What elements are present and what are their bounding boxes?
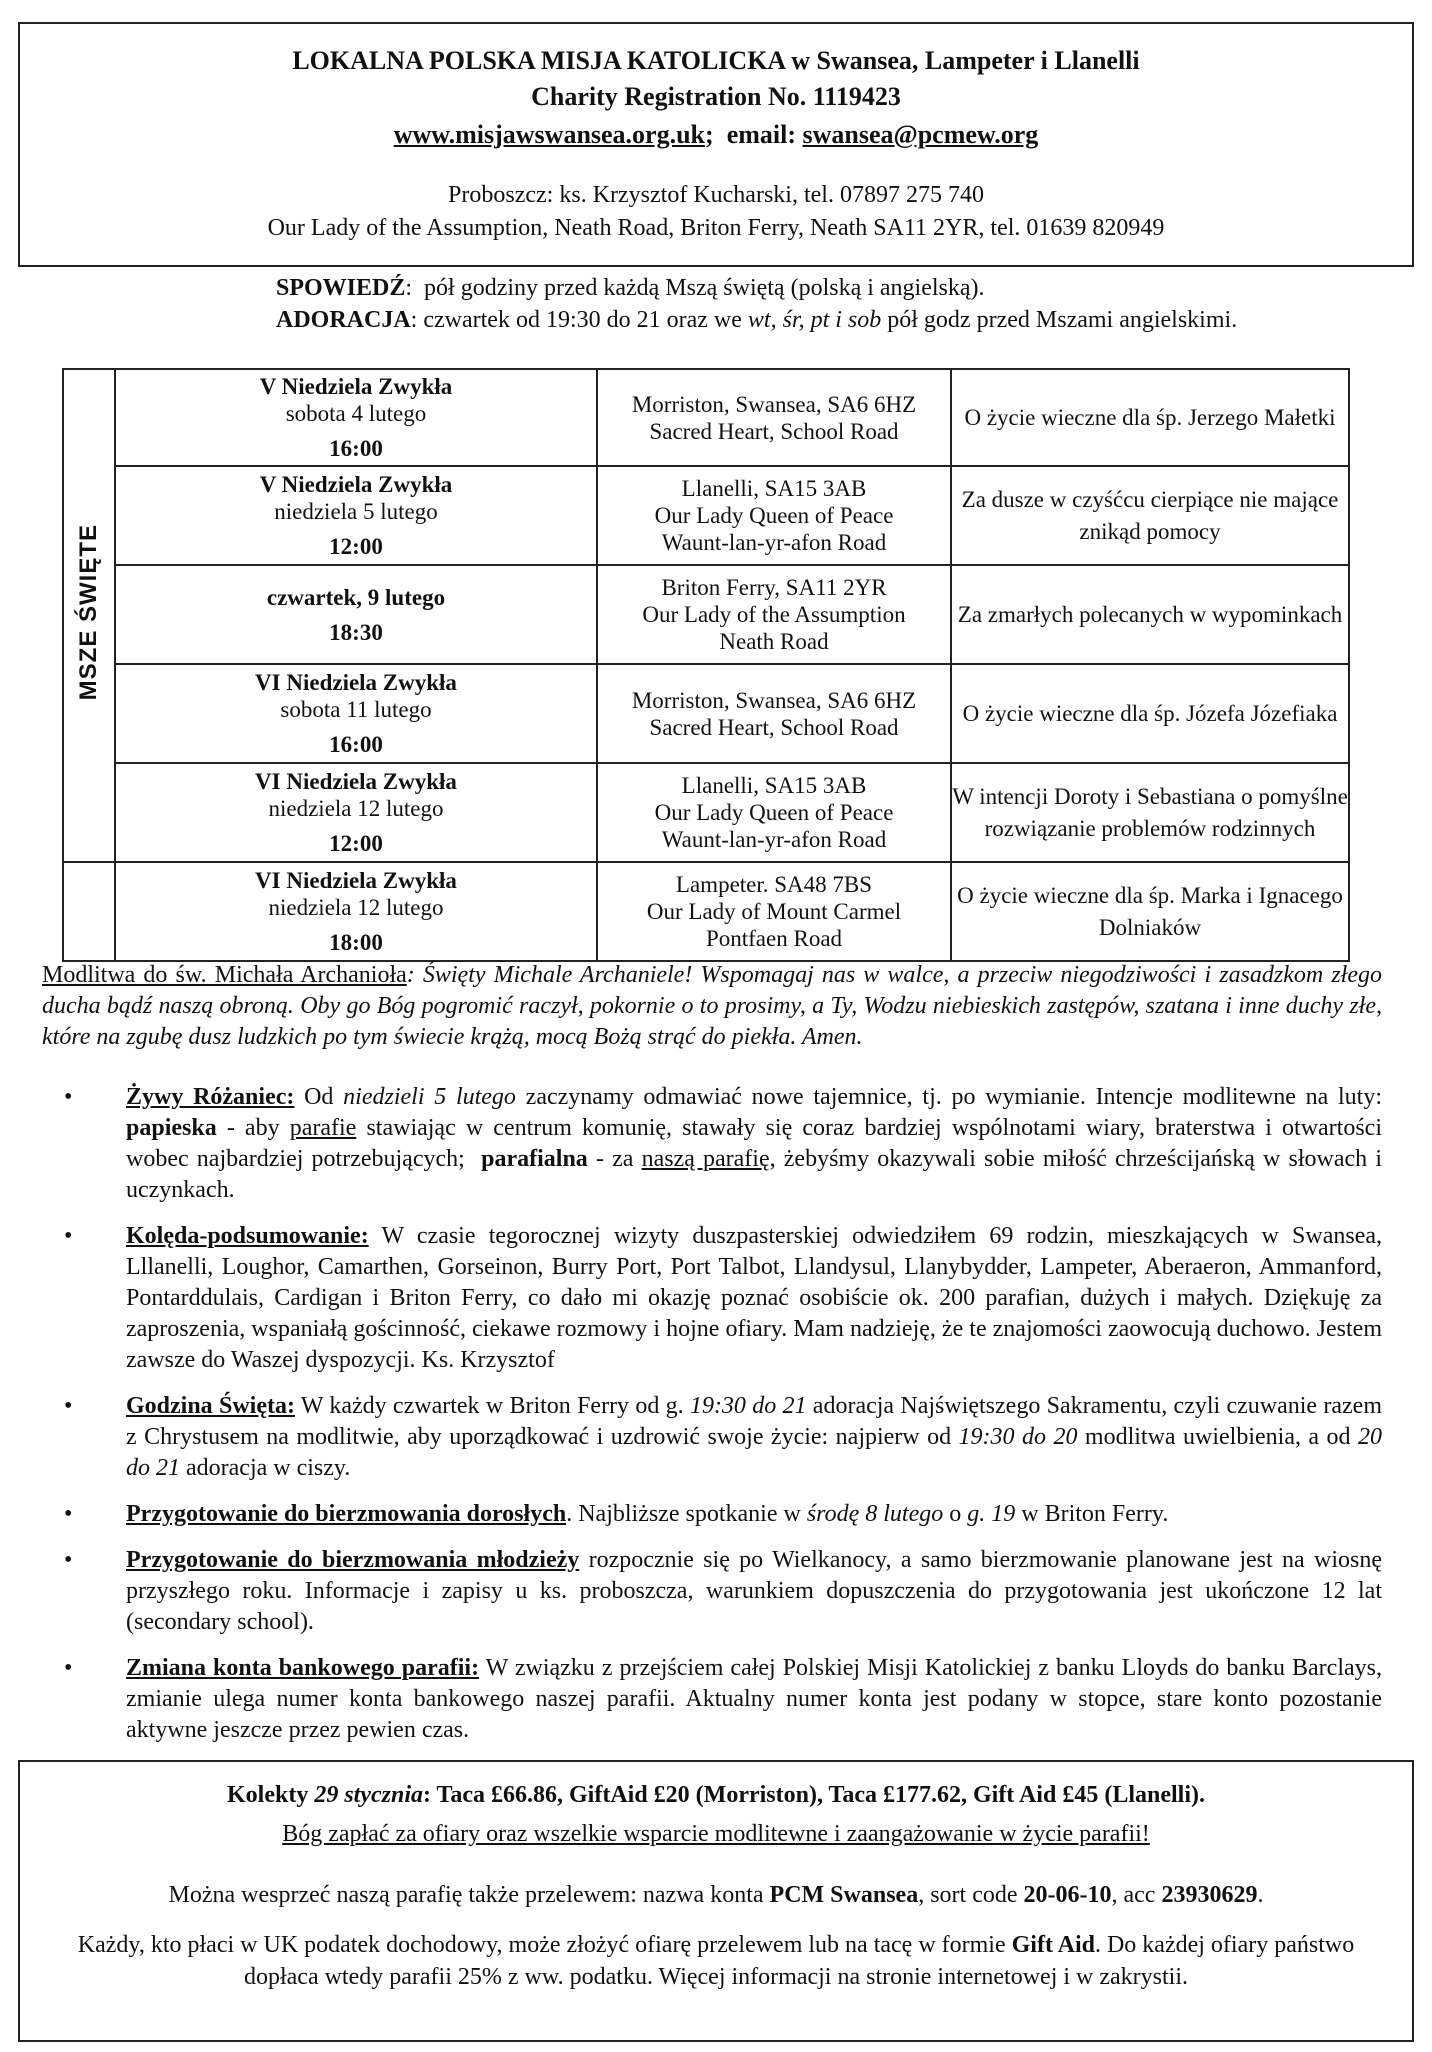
side-label: MSZE ŚWIĘTE xyxy=(75,524,102,701)
contact-separator: ; email: xyxy=(705,120,803,149)
text: , acc xyxy=(1111,1882,1162,1908)
text: Można wesprzeć naszą parafię także przelewem: nazwa konta xyxy=(168,1882,770,1908)
side-label-cell xyxy=(63,369,115,862)
announcement-bank-account xyxy=(42,1653,1382,1746)
text: - aby xyxy=(216,1115,290,1141)
gift-aid-line xyxy=(20,1929,1412,1993)
mass-intention: Za zmarłych polecanych w wypominkach xyxy=(951,565,1349,664)
place-line: Sacred Heart, School Road xyxy=(649,418,899,444)
prayer-paragraph xyxy=(42,960,1382,1053)
place-line: Our Lady Queen of Peace xyxy=(654,800,894,825)
text: stawiając w centrum komunię, stawały się coraz bardziej wspólnotami wiary, braterstwa i otwartości wobec najbardziej potrzebujących; xyxy=(126,1115,1388,1172)
mass-time: 16:00 xyxy=(329,436,383,461)
mass-intention: O życie wieczne dla śp. Jerzego Małetki xyxy=(951,369,1349,466)
mass-place-cell xyxy=(597,369,951,466)
mass-intention: O życie wieczne dla śp. Józefa Józefiaka xyxy=(951,664,1349,763)
text: g. 19 xyxy=(967,1501,1016,1527)
mass-intention: Za dusze w czyśćcu cierpiące nie mające znikąd pomocy xyxy=(951,466,1349,565)
mass-day-cell xyxy=(115,664,597,763)
mass-schedule-table xyxy=(62,368,1350,962)
text: Kolekty xyxy=(226,1782,315,1808)
text: , żebyśmy okazywali sobie miłość chrześcijańską w słowach i uczynkach. xyxy=(126,1146,1383,1203)
mass-day-cell xyxy=(115,763,597,862)
text: adoracja Najświętszego Sakramentu, czyli czuwanie razem z Chrystusem na modlitwie, aby uporządkować i uzdrowić swoje życie: najpierw od xyxy=(126,1393,1382,1450)
place-line: Morriston, Swansea, SA6 6HZ xyxy=(631,687,917,713)
text: 19:30 do 21 xyxy=(689,1393,807,1419)
mass-title: VI Niedziela Zwykła xyxy=(255,670,457,695)
mass-date: sobota 4 lutego xyxy=(285,401,427,426)
confession-line xyxy=(276,272,1237,304)
adoration-text-end: pół godz przed Mszami angielskimi. xyxy=(881,307,1238,333)
text: : Taca £66.86, GiftAid £20 (Morriston), Taca £177.62, Gift Aid £45 (Llanelli). xyxy=(422,1782,1205,1808)
gift-aid-term: Gift Aid xyxy=(1011,1932,1095,1958)
mass-place-cell xyxy=(597,466,951,565)
collections-line xyxy=(20,1782,1412,1809)
footer-box xyxy=(18,1760,1414,2042)
sort-code: 20-06-10 xyxy=(1023,1882,1112,1908)
mass-day-cell xyxy=(115,862,597,961)
transfer-line xyxy=(20,1882,1412,1909)
website-link[interactable]: www.misjawswansea.org.uk xyxy=(393,120,706,149)
announcement-heading: Przygotowanie do bierzmowania młodzieży xyxy=(126,1547,580,1573)
announcement-holy-hour xyxy=(42,1391,1382,1484)
text: . xyxy=(1257,1882,1264,1908)
mass-time: 18:30 xyxy=(329,619,383,645)
mass-row xyxy=(63,369,1349,466)
mass-time: 18:00 xyxy=(329,930,383,955)
collection-date: 29 stycznia xyxy=(314,1782,423,1808)
announcement-heading: Kolęda-podsumowanie: xyxy=(126,1223,369,1249)
charity-number: Charity Registration No. 1119423 xyxy=(531,82,901,111)
mass-day-cell xyxy=(115,369,597,466)
announcements-list xyxy=(42,1082,1388,1761)
text: Każdy, kto płaci w UK podatek dochodowy, może złożyć ofiarę przelewem lub na tacę w formie xyxy=(77,1932,1012,1958)
text: niedzieli 5 lutego xyxy=(343,1084,516,1110)
text: parafialna xyxy=(481,1146,588,1172)
mass-row xyxy=(63,862,1349,961)
place-line: Sacred Heart, School Road xyxy=(649,714,899,740)
mass-place-cell xyxy=(597,664,951,763)
adoration-line xyxy=(276,304,1237,336)
adoration-label: ADORACJA xyxy=(276,307,411,333)
contact-line xyxy=(20,120,1412,150)
announcement-adult-confirmation xyxy=(42,1499,1382,1530)
prayer-text: : Święty Michale Archaniele! Wspomagaj nas w walce, a przeciw niegodziwości i zasadzkom złego ducha bądź naszą obroną. Oby go Bóg pogromić raczył, pokornie o to prosimy, a Ty, Wodzu niebieskich zastępów, szatana i inne duchy złe, które na zgubę dusz ludzkich po tym świecie krążą, mocą Bożą strąć do piekła. Amen. xyxy=(42,962,1382,1050)
place-line: Our Lady Queen of Peace xyxy=(654,503,894,528)
mass-date: niedziela 12 lutego xyxy=(268,895,444,920)
mass-day-cell xyxy=(115,466,597,565)
place-line: Llanelli, SA15 3AB xyxy=(681,773,867,798)
bullet-icon: • xyxy=(64,1547,73,1573)
confession-label: SPOWIEDŹ xyxy=(276,275,406,301)
mass-intention: W intencji Doroty i Sebastiana o pomyślne rozwiązanie problemów rodzinnych xyxy=(951,763,1349,862)
text: środę 8 lutego xyxy=(806,1501,944,1527)
place-line: Waunt-lan-yr-afon Road xyxy=(661,827,887,852)
mass-time: 16:00 xyxy=(329,732,383,757)
mass-date: niedziela 5 lutego xyxy=(274,499,438,524)
text: zaczynamy odmawiać nowe tajemnice, tj. po wymianie. Intencje modlitewne na luty: xyxy=(515,1084,1382,1110)
text: Od xyxy=(294,1084,344,1110)
place-line: Morriston, Swansea, SA6 6HZ xyxy=(631,391,917,417)
mass-row xyxy=(63,466,1349,565)
account-number: 23930629 xyxy=(1161,1882,1258,1908)
priest-line: Proboszcz: ks. Krzysztof Kucharski, tel. 07897 275 740 xyxy=(448,182,984,208)
text: 19:30 do 20 xyxy=(958,1424,1078,1450)
text: W czasie tegorocznej wizyty duszpasterskiej odwiedziłem 69 rodzin, mieszkających w Swansea, Lllanelli, Loughor, Camarthen, Gorseinon, Burry Port, Port Talbot, Llandysul, Llanybydder, Lampeter, Aberaeron, Ammanford, Pontarddulais, Cardigan i Briton Ferry, co dało mi okazję poznać osobiście ok. 200 parafian, dużych i małych. Dziękuję za zaproszenia, wspaniałą gościnność, ciekawe rozmowy i hojne ofiary. Mam nadzieję, że te znajomości zaowocują duchowo. Jestem zawsze do Waszej dyspozycji. Ks. Krzysztof xyxy=(126,1223,1382,1373)
text: . Najbliższe spotkanie w xyxy=(566,1501,807,1527)
mass-day-cell xyxy=(115,565,597,664)
text: . Do każdej ofiary państwo dopłaca wtedy parafii 25% z ww. podatku. Więcej informacji na stronie internetowej i w zakrystii. xyxy=(243,1932,1355,1990)
text: papieska xyxy=(126,1115,217,1141)
mass-row xyxy=(63,664,1349,763)
mass-place-cell xyxy=(597,565,951,664)
church-address: Our Lady of the Assumption, Neath Road, Briton Ferry, Neath SA11 2YR, tel. 01639 820949 xyxy=(267,215,1165,241)
mass-date: niedziela 12 lutego xyxy=(268,796,444,821)
text: w Briton Ferry. xyxy=(1015,1501,1169,1527)
adoration-text: : czwartek od 19:30 do 21 oraz we xyxy=(410,307,748,333)
text: naszą parafię xyxy=(641,1146,770,1172)
thanks-line: Bóg zapłać za ofiary oraz wszelkie wsparcie modlitewne i zaangażowanie w życie parafii! xyxy=(282,1821,1150,1847)
mass-time: 12:00 xyxy=(329,831,383,856)
place-line: Briton Ferry, SA11 2YR xyxy=(661,575,887,600)
mass-date: sobota 11 lutego xyxy=(280,697,432,722)
text: - za xyxy=(587,1146,642,1172)
mission-title: LOKALNA POLSKA MISJA KATOLICKA w Swansea, Lampeter i Llanelli xyxy=(292,46,1140,75)
bullet-icon: • xyxy=(64,1393,73,1419)
bullet-icon: • xyxy=(64,1655,73,1681)
announcement-heading: Żywy Różaniec: xyxy=(126,1084,295,1110)
place-line: Pontfaen Road xyxy=(705,926,843,951)
mass-title: czwartek, 9 lutego xyxy=(266,584,446,610)
place-line: Our Lady of Mount Carmel xyxy=(646,899,902,924)
mass-title: VI Niedziela Zwykła xyxy=(255,769,457,794)
bullet-icon: • xyxy=(64,1501,73,1527)
mass-title: VI Niedziela Zwykła xyxy=(255,868,457,893)
announcement-rosary xyxy=(42,1082,1388,1206)
text: adoracja w ciszy. xyxy=(180,1455,351,1481)
mass-place-cell xyxy=(597,763,951,862)
confession-text: : pół godziny przed każdą Mszą świętą (polską i angielską). xyxy=(405,275,985,301)
place-line: Waunt-lan-yr-afon Road xyxy=(661,530,887,555)
place-line: Lampeter. SA48 7BS xyxy=(675,872,873,897)
mass-time: 12:00 xyxy=(329,534,383,559)
account-name: PCM Swansea xyxy=(769,1882,919,1908)
text: modlitwa uwielbienia, a od xyxy=(1077,1424,1358,1450)
text: W związku z przejściem całej Polskiej Misji Katolickiej z banku Lloyds do banku Barclays, zmianie ulega numer konta bankowego naszej parafii. Aktualny numer konta jest podany w stopce, stare konto pozostanie aktywne jeszcze przez pewien czas. xyxy=(126,1655,1382,1743)
text: 20 do 21 xyxy=(126,1424,1382,1481)
text: rozpocznie się po Wielkanocy, a samo bierzmowanie planowane jest na wiosnę przyszłego roku. Informacje i zapisy u ks. proboszcza, warunkiem dopuszczenia do przygotowania jest ukończone 12 lat (secondary school). xyxy=(126,1547,1382,1635)
announcement-heading: Godzina Święta: xyxy=(126,1393,295,1419)
place-line: Neath Road xyxy=(719,629,829,654)
text: W każdy czwartek w Briton Ferry od g. xyxy=(294,1393,690,1419)
place-line: Our Lady of the Assumption xyxy=(642,602,906,627)
prayer-label: Modlitwa do św. Michała Archanioła xyxy=(42,962,407,988)
bullet-icon: • xyxy=(64,1223,73,1249)
place-line: Llanelli, SA15 3AB xyxy=(681,476,867,501)
announcement-koleda xyxy=(42,1221,1382,1376)
mass-title: V Niedziela Zwykła xyxy=(259,374,453,399)
mass-title: V Niedziela Zwykła xyxy=(259,472,453,497)
announcement-youth-confirmation xyxy=(42,1545,1382,1638)
mass-intention: O życie wieczne dla śp. Marka i Ignacego Dolniaków xyxy=(951,862,1349,961)
text: , sort code xyxy=(918,1882,1024,1908)
mass-place-cell xyxy=(597,862,951,961)
announcement-heading: Zmiana konta bankowego parafii: xyxy=(126,1655,480,1681)
text: parafie xyxy=(289,1115,357,1141)
intro-block xyxy=(276,272,1237,336)
header-box xyxy=(18,22,1414,267)
side-blank-cell xyxy=(63,862,115,961)
mass-row xyxy=(63,565,1349,664)
email-link[interactable]: swansea@pcmew.org xyxy=(802,120,1039,149)
bullet-icon: • xyxy=(64,1084,73,1110)
announcement-heading: Przygotowanie do bierzmowania dorosłych xyxy=(126,1501,567,1527)
adoration-days: wt, śr, pt i sob xyxy=(747,307,882,333)
mass-row xyxy=(63,763,1349,862)
text: o xyxy=(943,1501,968,1527)
